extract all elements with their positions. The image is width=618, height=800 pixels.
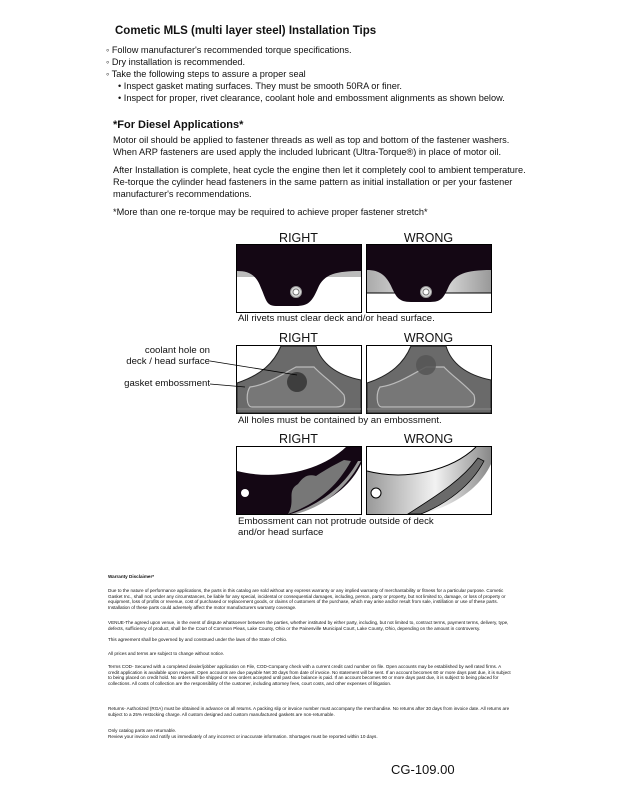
rivet-right-diagram bbox=[236, 244, 362, 313]
callout-coolant bbox=[120, 345, 210, 367]
caption-embossment bbox=[238, 516, 434, 538]
diesel-paragraph: Motor oil should be applied to fastener threads as well as top and bottom of the fastener washers. When ARP fasteners are used apply the included lubricant (Ultra-Torque®) in place of motor oil. bbox=[113, 135, 510, 157]
sub-tip-text: Inspect for proper, rivet clearance, coolant hole and embossment alignments as shown below. bbox=[123, 93, 505, 103]
warranty-paragraph: Review your invoice and notify us immediately of any incorrect or inaccurate information. Shortages must be reported within 10 days. bbox=[108, 734, 378, 739]
diesel-note: *More than one re-torque may be required to achieve proper fastener stretch* bbox=[113, 207, 428, 217]
caption-line: Embossment can not protrude outside of deck bbox=[238, 516, 434, 527]
diesel-heading: *For Diesel Applications* bbox=[113, 119, 244, 131]
warranty-paragraph: VENUE-The agreed upon venue, in the event of dispute whatsoever between the parties, whether instituted by either party, including, but not limited to, contract terms, payment terms, delivery, type, defects, sufficiency of product, shall be the Court of Common Pleas, Lake County, Ohio or the Painesville Municipal Court, Lake County, Ohio, depending on the amount in controversy. bbox=[108, 620, 509, 631]
tip-item: ◦ Follow manufacturer's recommended torque specifications. bbox=[106, 45, 352, 55]
page-title: Cometic MLS (multi layer steel) Installation Tips bbox=[115, 25, 377, 37]
diesel-paragraph: After Installation is complete, heat cycle the engine then let it completely cool to ambient temperature. Re-torque the cylinder head fasteners in the same pattern as initial installation or per your fastener manufacturer's recommendations. bbox=[113, 165, 526, 199]
tip-text: Follow manufacturer's recommended torque specifications. bbox=[111, 45, 352, 55]
tip-text: Take the following steps to assure a proper seal bbox=[111, 69, 306, 79]
label-right: RIGHT bbox=[279, 231, 318, 245]
callout-coolant-line: coolant hole on bbox=[144, 345, 210, 356]
label-wrong: WRONG bbox=[403, 231, 454, 245]
callout-coolant-line: deck / head surface bbox=[126, 356, 210, 367]
sub-tip-item: • Inspect for proper, rivet clearance, coolant hole and embossment alignments as shown below. bbox=[118, 93, 505, 103]
tip-text: Dry installation is recommended. bbox=[111, 57, 246, 67]
warranty-heading: Warranty Disclaimer* bbox=[108, 574, 155, 579]
label-wrong: WRONG bbox=[403, 331, 454, 345]
embossment-wrong-diagram bbox=[366, 446, 492, 515]
label-right: RIGHT bbox=[279, 331, 318, 345]
warranty-paragraph: Due to the nature of performance applications, the parts in this catalog are sold without any express warranty or any implied warranty of merchantability or fitness for a particular purpose. Cometic Gasket Inc., shall not, under any circumstances, be liable for any special, incidental or consequential damages, including, person, party or property, but not limited to, damage, or loss of property or equipment, loss of profits or revenue, cost of purchased or replacement goods, or claims of customers of the purchase, which may arise and/or result from sale, instillation or use of these parts. Installation of these parts could adversely affect the motor manufacturers warranty coverage. bbox=[108, 588, 506, 610]
warranty-paragraph: Only catalog parts are returnable. bbox=[108, 728, 177, 733]
rivet-wrong-diagram bbox=[366, 244, 492, 313]
callout-embossment: gasket embossment bbox=[124, 378, 210, 389]
callout-leader-lines bbox=[205, 355, 315, 395]
page-code: CG-109.00 bbox=[391, 762, 455, 777]
tip-item: ◦ Take the following steps to assure a proper seal bbox=[106, 69, 306, 79]
sub-tip-item: • Inspect gasket mating surfaces. They must be smooth 50RA or finer. bbox=[118, 81, 402, 91]
tip-item: ◦ Dry installation is recommended. bbox=[106, 57, 246, 67]
warranty-paragraph: Terms COD- Secured with a completed dealer/jobber application on File, COD-Company check with a current credit card number on file. Open accounts may be established by well rated firms. A credit application is available upon request. Open accounts are due payable Net 30 days from date of invoice. No statement will be sent. If an account becomes 60 or more days past due, it is subject to being placed on credit hold. No orders will be shipped or new orders accepted until past due balance is paid. If an account becomes 90 or more days past due, it is subject to being placed for collections. All costs of collection are the responsibility of the customer, including attorney fees, court costs, and other expenses of litigation. bbox=[108, 664, 511, 686]
sub-tip-text: Inspect gasket mating surfaces. They must be smooth 50RA or finer. bbox=[123, 81, 402, 91]
embossment-right-diagram bbox=[236, 446, 362, 515]
warranty-paragraph: All prices and terms are subject to change without notice. bbox=[108, 651, 225, 656]
caption-line: and/or head surface bbox=[238, 527, 324, 538]
coolant-wrong-diagram bbox=[366, 345, 492, 414]
label-wrong: WRONG bbox=[403, 432, 454, 446]
warranty-paragraph: Returns- Authorized (RGA) must be obtained in advance on all returns. A packing slip or invoice number must accompany the merchandise. No returns after 30 days from invoice date. All returns are subject to a 25% restocking charge. All custom designed and custom manufactured gaskets are non-returnable. bbox=[108, 706, 510, 717]
caption-rivets: All rivets must clear deck and/or head surface. bbox=[238, 313, 435, 324]
warranty-paragraph: This agreement shall be governed by and construed under the laws of the State of Ohio. bbox=[108, 637, 288, 642]
label-right: RIGHT bbox=[279, 432, 318, 446]
caption-holes: All holes must be contained by an embossment. bbox=[238, 415, 442, 426]
